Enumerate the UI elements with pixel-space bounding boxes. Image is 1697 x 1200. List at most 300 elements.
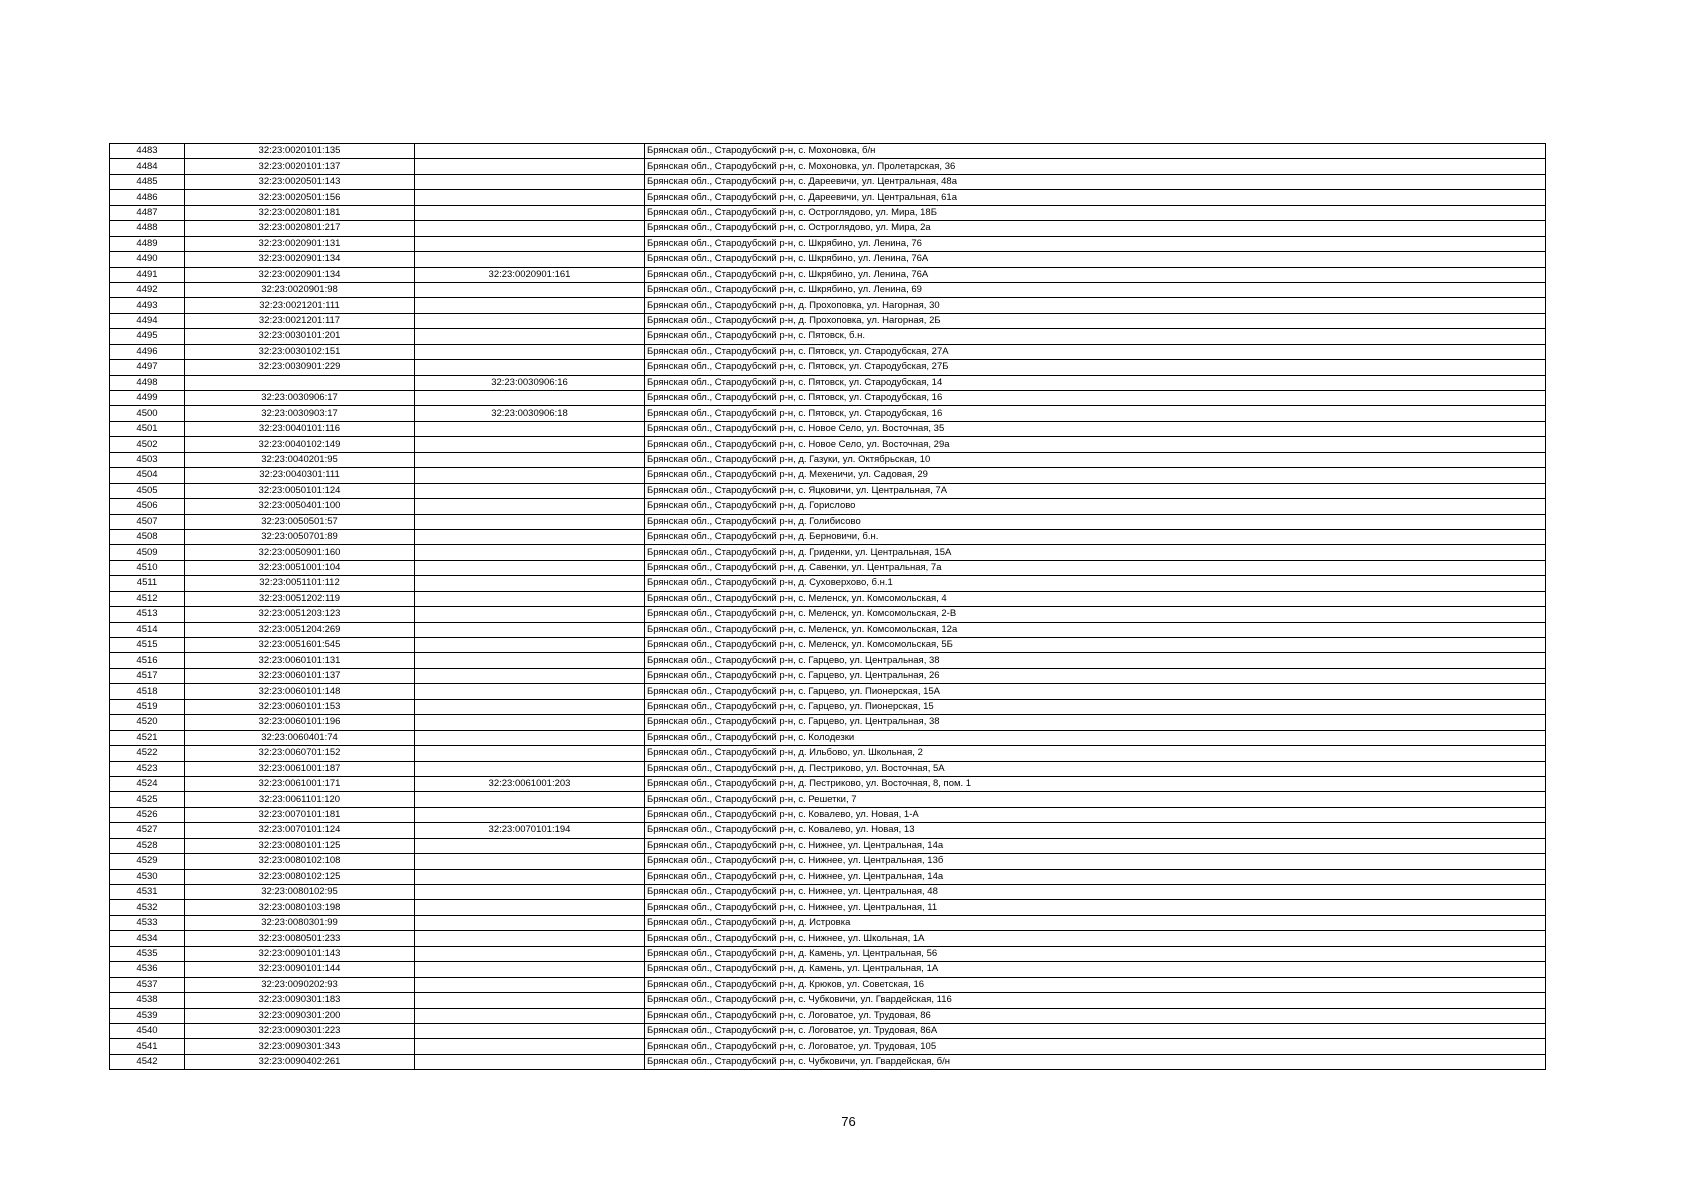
row-number-cell: 4508: [110, 529, 185, 544]
address-cell: Брянская обл., Стародубский р-н, с. Решетки, 7: [645, 792, 1546, 807]
secondary-cadastral-number-cell: [415, 715, 645, 730]
cadastral-number-cell: 32:23:0090301:200: [185, 1008, 415, 1023]
table-row: [110, 560, 1546, 575]
row-number-cell: 4526: [110, 807, 185, 822]
row-number-cell: 4525: [110, 792, 185, 807]
address-cell: Брянская обл., Стародубский р-н, с. Гарцево, ул. Центральная, 26: [645, 668, 1546, 683]
table-row: [110, 545, 1546, 560]
table-row: [110, 1023, 1546, 1038]
secondary-cadastral-number-cell: [415, 761, 645, 776]
address-cell: Брянская обл., Стародубский р-н, с. Нижнее, ул. Центральная, 14а: [645, 838, 1546, 853]
row-number-cell: 4497: [110, 360, 185, 375]
table-row: [110, 514, 1546, 529]
address-cell: Брянская обл., Стародубский р-н, с. Чубковичи, ул. Гвардейская, б/н: [645, 1054, 1546, 1069]
row-number-cell: 4483: [110, 144, 185, 159]
table-row: [110, 1039, 1546, 1054]
row-number-cell: 4503: [110, 452, 185, 467]
secondary-cadastral-number-cell: [415, 329, 645, 344]
row-number-cell: 4542: [110, 1054, 185, 1069]
table-row: [110, 483, 1546, 498]
table-row: [110, 761, 1546, 776]
table-row: [110, 668, 1546, 683]
row-number-cell: 4499: [110, 391, 185, 406]
row-number-cell: 4518: [110, 684, 185, 699]
address-cell: Брянская обл., Стародубский р-н, с. Гарцево, ул. Центральная, 38: [645, 715, 1546, 730]
secondary-cadastral-number-cell: [415, 1039, 645, 1054]
row-number-cell: 4486: [110, 190, 185, 205]
cadastral-number-cell: 32:23:0040301:111: [185, 468, 415, 483]
cadastral-number-cell: 32:23:0020901:134: [185, 267, 415, 282]
secondary-cadastral-number-cell: [415, 1008, 645, 1023]
row-number-cell: 4515: [110, 638, 185, 653]
row-number-cell: 4520: [110, 715, 185, 730]
address-cell: Брянская обл., Стародубский р-н, с. Гарцево, ул. Пионерская, 15: [645, 699, 1546, 714]
table-row: [110, 360, 1546, 375]
cadastral-number-cell: 32:23:0020801:181: [185, 205, 415, 220]
cadastral-number-cell: 32:23:0040201:95: [185, 452, 415, 467]
cadastral-number-cell: 32:23:0070101:181: [185, 807, 415, 822]
table-row: [110, 977, 1546, 992]
secondary-cadastral-number-cell: [415, 545, 645, 560]
cadastral-number-cell: 32:23:0060101:131: [185, 653, 415, 668]
table-row: [110, 282, 1546, 297]
cadastral-number-cell: 32:23:0080102:125: [185, 869, 415, 884]
row-number-cell: 4517: [110, 668, 185, 683]
table-row: [110, 329, 1546, 344]
table-row: [110, 854, 1546, 869]
table-row: [110, 607, 1546, 622]
row-number-cell: 4516: [110, 653, 185, 668]
table-row: [110, 1054, 1546, 1069]
secondary-cadastral-number-cell: [415, 900, 645, 915]
cadastral-number-cell: 32:23:0030101:201: [185, 329, 415, 344]
address-cell: Брянская обл., Стародубский р-н, с. Нижнее, ул. Школьная, 1А: [645, 931, 1546, 946]
address-cell: Брянская обл., Стародубский р-н, д. Истровка: [645, 915, 1546, 930]
row-number-cell: 4496: [110, 344, 185, 359]
cadastral-number-cell: 32:23:0061001:171: [185, 776, 415, 791]
address-cell: Брянская обл., Стародубский р-н, с. Меленск, ул. Комсомольская, 5Б: [645, 638, 1546, 653]
table-row: [110, 576, 1546, 591]
secondary-cadastral-number-cell: [415, 746, 645, 761]
table-row: [110, 221, 1546, 236]
row-number-cell: 4514: [110, 622, 185, 637]
row-number-cell: 4504: [110, 468, 185, 483]
table-row: [110, 776, 1546, 791]
row-number-cell: 4513: [110, 607, 185, 622]
row-number-cell: 4523: [110, 761, 185, 776]
cadastral-number-cell: 32:23:0061101:120: [185, 792, 415, 807]
row-number-cell: 4494: [110, 313, 185, 328]
secondary-cadastral-number-cell: [415, 699, 645, 714]
row-number-cell: 4529: [110, 854, 185, 869]
table-row: [110, 900, 1546, 915]
secondary-cadastral-number-cell: [415, 653, 645, 668]
secondary-cadastral-number-cell: [415, 668, 645, 683]
address-cell: Брянская обл., Стародубский р-н, с. Колодезки: [645, 730, 1546, 745]
address-cell: Брянская обл., Стародубский р-н, д. Камень, ул. Центральная, 56: [645, 946, 1546, 961]
table-row: [110, 437, 1546, 452]
address-cell: Брянская обл., Стародубский р-н, с. Дареевичи, ул. Центральная, 48а: [645, 174, 1546, 189]
secondary-cadastral-number-cell: [415, 421, 645, 436]
table-row: [110, 406, 1546, 421]
address-cell: Брянская обл., Стародубский р-н, с. Мохоновка, ул. Пролетарская, 36: [645, 159, 1546, 174]
secondary-cadastral-number-cell: [415, 915, 645, 930]
cadastral-number-cell: [185, 375, 415, 390]
row-number-cell: 4534: [110, 931, 185, 946]
address-cell: Брянская обл., Стародубский р-н, с. Нижнее, ул. Центральная, 14а: [645, 869, 1546, 884]
cadastral-number-cell: 32:23:0050701:89: [185, 529, 415, 544]
address-cell: Брянская обл., Стародубский р-н, д. Суховерхово, б.н.1: [645, 576, 1546, 591]
secondary-cadastral-number-cell: [415, 576, 645, 591]
table-row: [110, 236, 1546, 251]
cadastral-number-cell: 32:23:0051601:545: [185, 638, 415, 653]
secondary-cadastral-number-cell: [415, 344, 645, 359]
address-cell: Брянская обл., Стародубский р-н, с. Меленск, ул. Комсомольская, 2-В: [645, 607, 1546, 622]
cadastral-number-cell: 32:23:0021201:111: [185, 298, 415, 313]
row-number-cell: 4531: [110, 885, 185, 900]
secondary-cadastral-number-cell: [415, 885, 645, 900]
table-row: [110, 792, 1546, 807]
cadastral-number-cell: 32:23:0020101:135: [185, 144, 415, 159]
table-row: [110, 375, 1546, 390]
row-number-cell: 4505: [110, 483, 185, 498]
address-cell: Брянская обл., Стародубский р-н, д. Савенки, ул. Центральная, 7а: [645, 560, 1546, 575]
table-row: [110, 807, 1546, 822]
address-cell: Брянская обл., Стародубский р-н, с. Гарцево, ул. Пионерская, 15А: [645, 684, 1546, 699]
property-table: [109, 143, 1546, 1070]
cadastral-number-cell: 32:23:0040102:149: [185, 437, 415, 452]
row-number-cell: 4488: [110, 221, 185, 236]
address-cell: Брянская обл., Стародубский р-н, с. Пятовск, ул. Стародубская, 14: [645, 375, 1546, 390]
row-number-cell: 4541: [110, 1039, 185, 1054]
address-cell: Брянская обл., Стародубский р-н, д. Крюков, ул. Советская, 16: [645, 977, 1546, 992]
secondary-cadastral-number-cell: [415, 483, 645, 498]
row-number-cell: 4512: [110, 591, 185, 606]
cadastral-number-cell: 32:23:0051204:269: [185, 622, 415, 637]
row-number-cell: 4509: [110, 545, 185, 560]
secondary-cadastral-number-cell: [415, 977, 645, 992]
secondary-cadastral-number-cell: [415, 282, 645, 297]
address-cell: Брянская обл., Стародубский р-н, с. Остроглядово, ул. Мира, 18Б: [645, 205, 1546, 220]
secondary-cadastral-number-cell: 32:23:0020901:161: [415, 267, 645, 282]
table-row: [110, 838, 1546, 853]
cadastral-number-cell: 32:23:0060101:148: [185, 684, 415, 699]
row-number-cell: 4519: [110, 699, 185, 714]
secondary-cadastral-number-cell: [415, 452, 645, 467]
secondary-cadastral-number-cell: [415, 437, 645, 452]
secondary-cadastral-number-cell: [415, 360, 645, 375]
address-cell: Брянская обл., Стародубский р-н, д. Ильбово, ул. Школьная, 2: [645, 746, 1546, 761]
secondary-cadastral-number-cell: [415, 838, 645, 853]
table-row: [110, 421, 1546, 436]
row-number-cell: 4537: [110, 977, 185, 992]
cadastral-number-cell: 32:23:0050501:57: [185, 514, 415, 529]
cadastral-number-cell: 32:23:0030906:17: [185, 391, 415, 406]
row-number-cell: 4498: [110, 375, 185, 390]
cadastral-number-cell: 32:23:0050101:124: [185, 483, 415, 498]
row-number-cell: 4510: [110, 560, 185, 575]
table-row: [110, 144, 1546, 159]
secondary-cadastral-number-cell: [415, 962, 645, 977]
cadastral-number-cell: 32:23:0061001:187: [185, 761, 415, 776]
address-cell: Брянская обл., Стародубский р-н, с. Нижнее, ул. Центральная, 11: [645, 900, 1546, 915]
secondary-cadastral-number-cell: [415, 1023, 645, 1038]
row-number-cell: 4484: [110, 159, 185, 174]
address-cell: Брянская обл., Стародубский р-н, с. Логоватое, ул. Трудовая, 86: [645, 1008, 1546, 1023]
row-number-cell: 4493: [110, 298, 185, 313]
address-cell: Брянская обл., Стародубский р-н, д. Газуки, ул. Октябрьская, 10: [645, 452, 1546, 467]
secondary-cadastral-number-cell: 32:23:0061001:203: [415, 776, 645, 791]
address-cell: Брянская обл., Стародубский р-н, с. Мохоновка, б/н: [645, 144, 1546, 159]
address-cell: Брянская обл., Стародубский р-н, с. Пятовск, ул. Стародубская, 16: [645, 391, 1546, 406]
row-number-cell: 4538: [110, 993, 185, 1008]
cadastral-number-cell: 32:23:0060101:196: [185, 715, 415, 730]
address-cell: Брянская обл., Стародубский р-н, д. Мехеничи, ул. Садовая, 29: [645, 468, 1546, 483]
address-cell: Брянская обл., Стародубский р-н, с. Пятовск, ул. Стародубская, 16: [645, 406, 1546, 421]
secondary-cadastral-number-cell: [415, 252, 645, 267]
address-cell: Брянская обл., Стародубский р-н, с. Пятовск, ул. Стародубская, 27А: [645, 344, 1546, 359]
row-number-cell: 4536: [110, 962, 185, 977]
cadastral-number-cell: 32:23:0090301:183: [185, 993, 415, 1008]
address-cell: Брянская обл., Стародубский р-н, с. Пятовск, б.н.: [645, 329, 1546, 344]
cadastral-number-cell: 32:23:0080101:125: [185, 838, 415, 853]
row-number-cell: 4522: [110, 746, 185, 761]
address-cell: Брянская обл., Стародубский р-н, с. Новое Село, ул. Восточная, 35: [645, 421, 1546, 436]
address-cell: Брянская обл., Стародубский р-н, д. Гриденки, ул. Центральная, 15А: [645, 545, 1546, 560]
secondary-cadastral-number-cell: [415, 499, 645, 514]
address-cell: Брянская обл., Стародубский р-н, с. Меленск, ул. Комсомольская, 4: [645, 591, 1546, 606]
secondary-cadastral-number-cell: [415, 807, 645, 822]
secondary-cadastral-number-cell: [415, 869, 645, 884]
address-cell: Брянская обл., Стародубский р-н, с. Пятовск, ул. Стародубская, 27Б: [645, 360, 1546, 375]
secondary-cadastral-number-cell: [415, 591, 645, 606]
table-row: [110, 746, 1546, 761]
table-row: [110, 159, 1546, 174]
secondary-cadastral-number-cell: [415, 159, 645, 174]
secondary-cadastral-number-cell: 32:23:0030906:18: [415, 406, 645, 421]
cadastral-number-cell: 32:23:0060701:152: [185, 746, 415, 761]
table-row: [110, 885, 1546, 900]
address-cell: Брянская обл., Стародубский р-н, д. Камень, ул. Центральная, 1А: [645, 962, 1546, 977]
address-cell: Брянская обл., Стародубский р-н, с. Нижнее, ул. Центральная, 13б: [645, 854, 1546, 869]
cadastral-number-cell: 32:23:0020101:137: [185, 159, 415, 174]
row-number-cell: 4502: [110, 437, 185, 452]
cadastral-number-cell: 32:23:0090301:343: [185, 1039, 415, 1054]
row-number-cell: 4511: [110, 576, 185, 591]
secondary-cadastral-number-cell: [415, 607, 645, 622]
secondary-cadastral-number-cell: [415, 931, 645, 946]
table-row: [110, 313, 1546, 328]
table-row: [110, 391, 1546, 406]
secondary-cadastral-number-cell: [415, 684, 645, 699]
cadastral-number-cell: 32:23:0080301:99: [185, 915, 415, 930]
row-number-cell: 4489: [110, 236, 185, 251]
address-cell: Брянская обл., Стародубский р-н, с. Чубковичи, ул. Гвардейская, 116: [645, 993, 1546, 1008]
secondary-cadastral-number-cell: [415, 993, 645, 1008]
cadastral-number-cell: 32:23:0080102:95: [185, 885, 415, 900]
secondary-cadastral-number-cell: [415, 514, 645, 529]
row-number-cell: 4533: [110, 915, 185, 930]
row-number-cell: 4490: [110, 252, 185, 267]
address-cell: Брянская обл., Стародубский р-н, с. Гарцево, ул. Центральная, 38: [645, 653, 1546, 668]
secondary-cadastral-number-cell: [415, 190, 645, 205]
secondary-cadastral-number-cell: [415, 298, 645, 313]
row-number-cell: 4500: [110, 406, 185, 421]
table-row: [110, 622, 1546, 637]
secondary-cadastral-number-cell: [415, 391, 645, 406]
row-number-cell: 4521: [110, 730, 185, 745]
table-row: [110, 869, 1546, 884]
cadastral-number-cell: 32:23:0070101:124: [185, 823, 415, 838]
address-cell: Брянская обл., Стародубский р-н, д. Голибисово: [645, 514, 1546, 529]
secondary-cadastral-number-cell: [415, 468, 645, 483]
table-row: [110, 684, 1546, 699]
property-table-body: [110, 144, 1546, 1070]
table-row: [110, 591, 1546, 606]
row-number-cell: 4532: [110, 900, 185, 915]
secondary-cadastral-number-cell: [415, 560, 645, 575]
secondary-cadastral-number-cell: [415, 946, 645, 961]
table-row: [110, 205, 1546, 220]
cadastral-number-cell: 32:23:0020801:217: [185, 221, 415, 236]
row-number-cell: 4501: [110, 421, 185, 436]
cadastral-number-cell: 32:23:0020501:156: [185, 190, 415, 205]
row-number-cell: 4491: [110, 267, 185, 282]
secondary-cadastral-number-cell: [415, 144, 645, 159]
cadastral-number-cell: 32:23:0030901:229: [185, 360, 415, 375]
address-cell: Брянская обл., Стародубский р-н, д. Пестриково, ул. Восточная, 8, пом. 1: [645, 776, 1546, 791]
address-cell: Брянская обл., Стародубский р-н, д. Прохоповка, ул. Нагорная, 2Б: [645, 313, 1546, 328]
secondary-cadastral-number-cell: [415, 236, 645, 251]
table-row: [110, 962, 1546, 977]
address-cell: Брянская обл., Стародубский р-н, с. Шкрябино, ул. Ленина, 76: [645, 236, 1546, 251]
table-row: [110, 1008, 1546, 1023]
address-cell: Брянская обл., Стародубский р-н, с. Шкрябино, ул. Ленина, 76А: [645, 267, 1546, 282]
cadastral-number-cell: 32:23:0090101:144: [185, 962, 415, 977]
cadastral-number-cell: 32:23:0051001:104: [185, 560, 415, 575]
table-row: [110, 715, 1546, 730]
row-number-cell: 4540: [110, 1023, 185, 1038]
secondary-cadastral-number-cell: [415, 221, 645, 236]
cadastral-number-cell: 32:23:0021201:117: [185, 313, 415, 328]
cadastral-number-cell: 32:23:0080103:198: [185, 900, 415, 915]
address-cell: Брянская обл., Стародубский р-н, с. Яцковичи, ул. Центральная, 7А: [645, 483, 1546, 498]
cadastral-number-cell: 32:23:0020901:131: [185, 236, 415, 251]
cadastral-number-cell: 32:23:0090402:261: [185, 1054, 415, 1069]
cadastral-number-cell: 32:23:0051203:123: [185, 607, 415, 622]
table-row: [110, 638, 1546, 653]
secondary-cadastral-number-cell: [415, 313, 645, 328]
row-number-cell: 4492: [110, 282, 185, 297]
cadastral-number-cell: 32:23:0051202:119: [185, 591, 415, 606]
table-row: [110, 993, 1546, 1008]
row-number-cell: 4539: [110, 1008, 185, 1023]
address-cell: Брянская обл., Стародубский р-н, д. Прохоповка, ул. Нагорная, 30: [645, 298, 1546, 313]
address-cell: Брянская обл., Стародубский р-н, с. Логоватое, ул. Трудовая, 86А: [645, 1023, 1546, 1038]
cadastral-number-cell: 32:23:0080102:108: [185, 854, 415, 869]
row-number-cell: 4530: [110, 869, 185, 884]
row-number-cell: 4487: [110, 205, 185, 220]
row-number-cell: 4495: [110, 329, 185, 344]
address-cell: Брянская обл., Стародубский р-н, д. Берновичи, б.н.: [645, 529, 1546, 544]
secondary-cadastral-number-cell: 32:23:0070101:194: [415, 823, 645, 838]
table-row: [110, 699, 1546, 714]
row-number-cell: 4527: [110, 823, 185, 838]
cadastral-number-cell: 32:23:0050401:100: [185, 499, 415, 514]
address-cell: Брянская обл., Стародубский р-н, с. Остроглядово, ул. Мира, 2а: [645, 221, 1546, 236]
address-cell: Брянская обл., Стародубский р-н, с. Меленск, ул. Комсомольская, 12а: [645, 622, 1546, 637]
row-number-cell: 4535: [110, 946, 185, 961]
address-cell: Брянская обл., Стародубский р-н, д. Горислово: [645, 499, 1546, 514]
secondary-cadastral-number-cell: [415, 854, 645, 869]
table-row: [110, 252, 1546, 267]
cadastral-number-cell: 32:23:0051101:112: [185, 576, 415, 591]
secondary-cadastral-number-cell: [415, 730, 645, 745]
table-row: [110, 915, 1546, 930]
table-row: [110, 174, 1546, 189]
cadastral-number-cell: 32:23:0080501:233: [185, 931, 415, 946]
cadastral-number-cell: 32:23:0020501:143: [185, 174, 415, 189]
secondary-cadastral-number-cell: [415, 205, 645, 220]
cadastral-number-cell: 32:23:0060101:137: [185, 668, 415, 683]
table-row: [110, 529, 1546, 544]
address-cell: Брянская обл., Стародубский р-н, с. Логоватое, ул. Трудовая, 105: [645, 1039, 1546, 1054]
secondary-cadastral-number-cell: [415, 529, 645, 544]
secondary-cadastral-number-cell: [415, 638, 645, 653]
cadastral-number-cell: 32:23:0090101:143: [185, 946, 415, 961]
row-number-cell: 4485: [110, 174, 185, 189]
cadastral-number-cell: 32:23:0050901:160: [185, 545, 415, 560]
cadastral-number-cell: 32:23:0020901:98: [185, 282, 415, 297]
cadastral-number-cell: 32:23:0090301:223: [185, 1023, 415, 1038]
table-row: [110, 468, 1546, 483]
cadastral-number-cell: 32:23:0020901:134: [185, 252, 415, 267]
row-number-cell: 4506: [110, 499, 185, 514]
table-row: [110, 344, 1546, 359]
row-number-cell: 4507: [110, 514, 185, 529]
table-row: [110, 452, 1546, 467]
secondary-cadastral-number-cell: [415, 792, 645, 807]
table-row: [110, 267, 1546, 282]
table-row: [110, 730, 1546, 745]
cadastral-number-cell: 32:23:0060401:74: [185, 730, 415, 745]
table-row: [110, 190, 1546, 205]
table-row: [110, 931, 1546, 946]
page-number: 76: [841, 1114, 856, 1129]
address-cell: Брянская обл., Стародубский р-н, с. Шкрябино, ул. Ленина, 76А: [645, 252, 1546, 267]
address-cell: Брянская обл., Стародубский р-н, с. Нижнее, ул. Центральная, 48: [645, 885, 1546, 900]
address-cell: Брянская обл., Стародубский р-н, д. Пестриково, ул. Восточная, 5А: [645, 761, 1546, 776]
cadastral-number-cell: 32:23:0060101:153: [185, 699, 415, 714]
secondary-cadastral-number-cell: [415, 622, 645, 637]
table-row: [110, 653, 1546, 668]
table-row: [110, 946, 1546, 961]
table-row: [110, 499, 1546, 514]
cadastral-number-cell: 32:23:0090202:93: [185, 977, 415, 992]
table-row: [110, 823, 1546, 838]
address-cell: Брянская обл., Стародубский р-н, с. Дареевичи, ул. Центральная, 61а: [645, 190, 1546, 205]
address-cell: Брянская обл., Стародубский р-н, с. Ковалево, ул. Новая, 13: [645, 823, 1546, 838]
address-cell: Брянская обл., Стародубский р-н, с. Новое Село, ул. Восточная, 29а: [645, 437, 1546, 452]
secondary-cadastral-number-cell: [415, 174, 645, 189]
cadastral-number-cell: 32:23:0030102:151: [185, 344, 415, 359]
cadastral-number-cell: 32:23:0040101:116: [185, 421, 415, 436]
table-row: [110, 298, 1546, 313]
secondary-cadastral-number-cell: 32:23:0030906:16: [415, 375, 645, 390]
address-cell: Брянская обл., Стародубский р-н, с. Ковалево, ул. Новая, 1-А: [645, 807, 1546, 822]
secondary-cadastral-number-cell: [415, 1054, 645, 1069]
cadastral-number-cell: 32:23:0030903:17: [185, 406, 415, 421]
